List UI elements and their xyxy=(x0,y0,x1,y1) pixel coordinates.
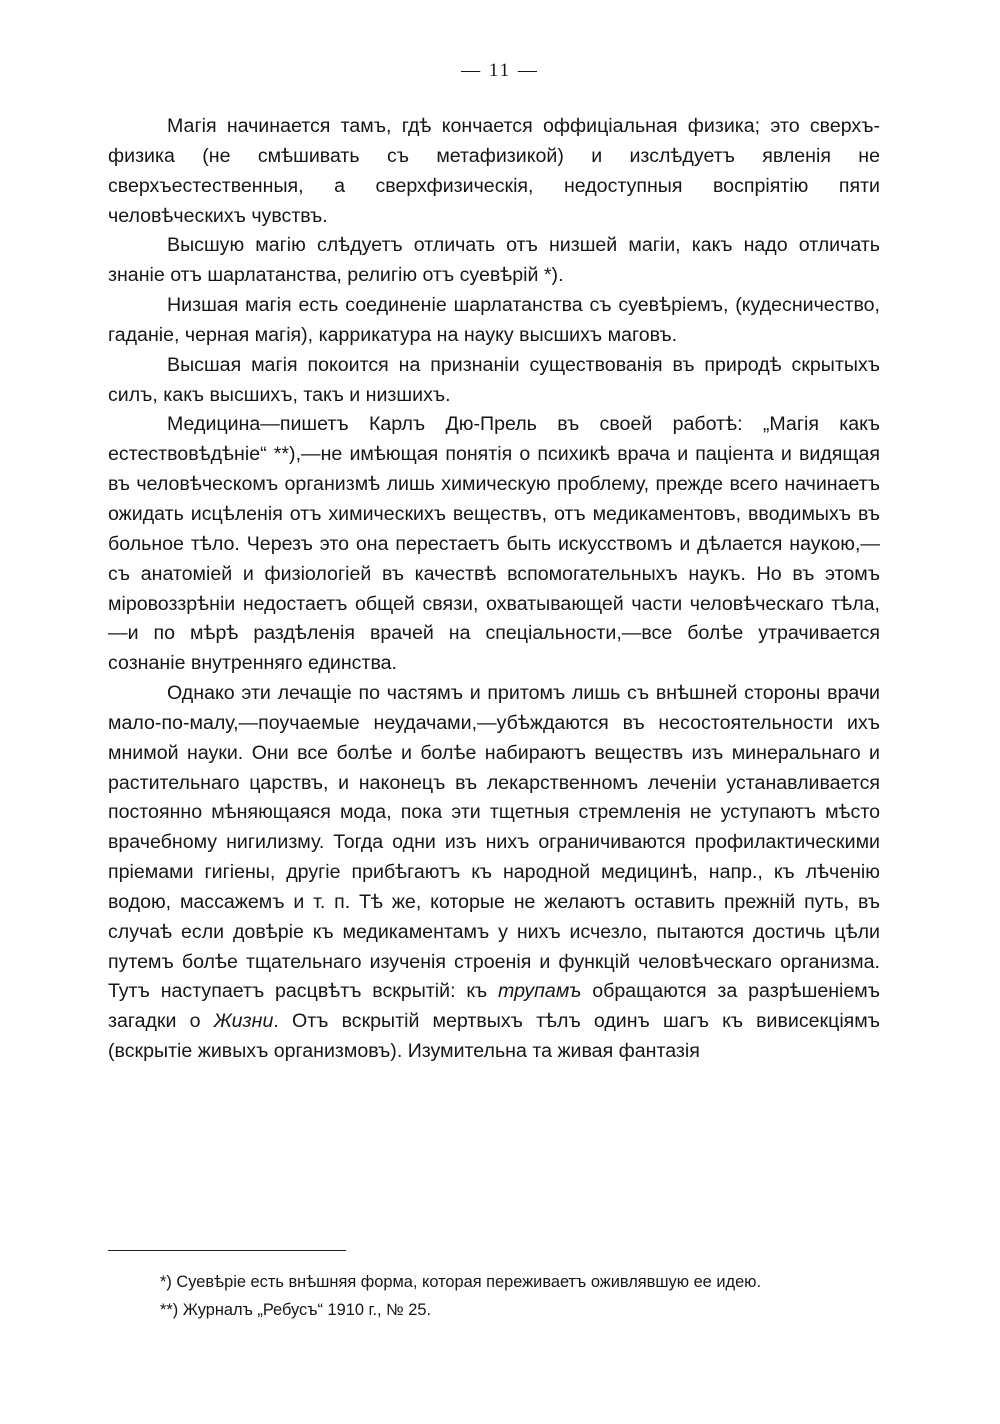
footnote-2: **) Журналъ „Ребусъ“ 1910 г., № 25. xyxy=(160,1301,432,1319)
italic-corpses: трупамъ xyxy=(498,980,582,1003)
main-text xyxy=(108,112,880,1067)
footnote-divider xyxy=(108,1250,346,1251)
paragraph-lower-magic: Низшая магія есть соединеніе шарлатанства съ суевѣріемъ, (кудесничество, гаданіе, черная магія), каррикатура на науку высшихъ маговъ. xyxy=(108,294,880,346)
page-number: — 11 — xyxy=(461,60,539,81)
paragraph-higher-lower-magic: Высшую магію слѣдуетъ отличать отъ низшей магіи, какъ надо отличать знаніе отъ шарлатанства, религію отъ суевѣрій *). xyxy=(108,234,880,287)
paragraph-medicine-quote: Медицина—пишетъ Карлъ Дю-Прель въ своей работѣ: „Магія какъ естествовѣдѣніе“ **),—не имѣющая понятія о психикѣ врача и паціента и видящая въ человѣческомъ организмѣ лишь химическую проблему, прежде всего начинаетъ ожидать исцѣленія отъ химическихъ веществъ, отъ медикаментовъ, вводимыхъ въ больное тѣло. Черезъ это она перестаетъ быть искусствомъ и дѣлается наукою,—съ анатоміей и физіологіей въ качествѣ вспомогательныхъ наукъ. Но въ этомъ міровоззрѣніи недостаетъ общей связи, охватывающей части человѣческаго тѣла,—и по мѣрѣ раздѣленія врачей на спеціальности,—все болѣе утрачивается сознаніе внутренняго единства. xyxy=(108,413,880,675)
paragraph-physicians-text: Однако эти лечащіе по частямъ и притомъ лишь съ внѣшней стороны врачи мало-по-малу,—поучаемые неудачами,—убѣждаются въ несостоятельности ихъ мнимой науки. Они все болѣе и болѣе набираютъ веществъ изъ минеральнаго и растительнаго царствъ, и наконецъ въ лекарственномъ леченіи устанавливается постоянно мѣняющаяся мода, пока эти тщетныя стремленія не уступаютъ мѣсто врачебному нигилизму. Тогда одни изъ нихъ ограничиваются профилактическими пріемами гигіены, другіе прибѣгаютъ къ народной медицинѣ, напр., къ лѣченію водою, массажемъ и т. п. Тѣ же, которые не желаютъ оставить прежній путь, въ случаѣ если довѣріе къ медикаментамъ у нихъ исчезло, пытаются достичь цѣли путемъ болѣе тщательнаго изученія строенія и функцій человѣческаго организма. Тутъ наступаетъ расцвѣтъ вскрытій: къ xyxy=(108,682,880,1003)
italic-life: Жизни xyxy=(213,1010,274,1033)
paragraph-physicians-middle: обращаются за разрѣшеніемъ загадки о xyxy=(108,980,881,1033)
paragraph-higher-magic: Высшая магія покоится на признаніи существованія въ природѣ скрытыхъ силъ, какъ высшихъ, такъ и низшихъ. xyxy=(108,353,880,406)
paragraph-physicians-tail: . Отъ вскрытій мертвыхъ тѣлъ одинъ шагъ къ вивисекціямъ (вскрытіе живыхъ организмовъ). Изумительна та живая фантазія xyxy=(108,1010,881,1063)
paragraph-magic-definition: Магія начинается тамъ, гдѣ кончается оффиціальная физика; это сверхъ-физика (не смѣшивать съ метафизикой) и изслѣдуетъ явленія не сверхъестественныя, а сверхфизическія, недоступныя воспріятію пяти человѣческихъ чувствъ. xyxy=(108,115,880,227)
footnote-1: *) Суевѣріе есть внѣшняя форма, которая переживаетъ оживлявшую ее идею. xyxy=(160,1273,762,1291)
paragraph-physicians xyxy=(108,679,880,1067)
footnotes xyxy=(160,1268,880,1324)
